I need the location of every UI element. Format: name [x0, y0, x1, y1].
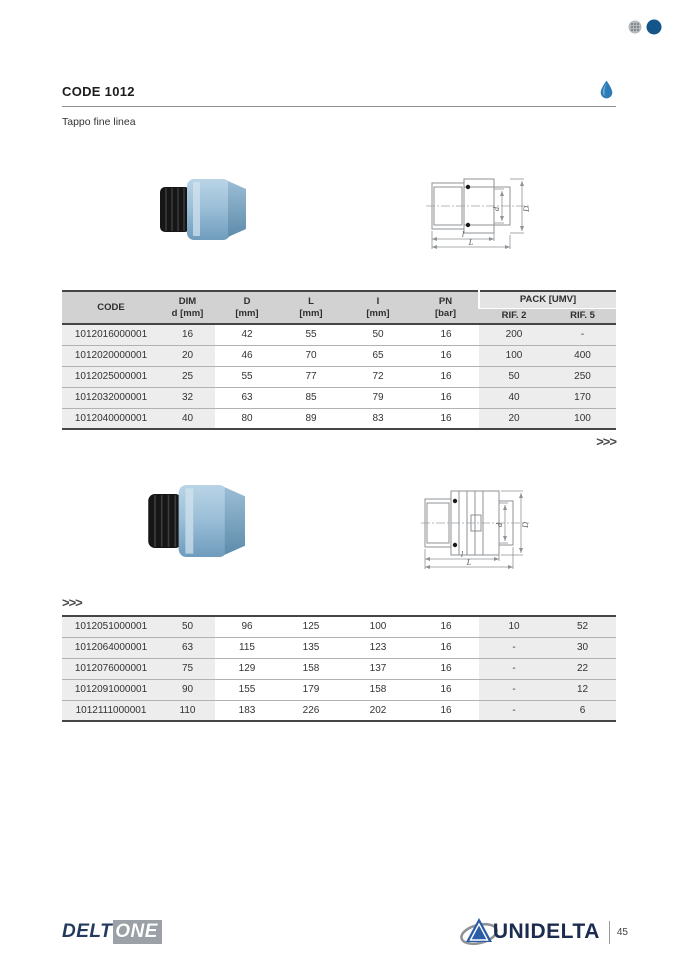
water-drop-icon	[599, 80, 614, 104]
dotted-cap-icon	[628, 20, 642, 34]
cell-code: 1012091000001	[62, 679, 160, 700]
cell-I: 65	[343, 345, 413, 366]
cell-dim: 110	[160, 700, 215, 721]
cell-PN: 16	[413, 637, 479, 658]
continuation-marker-next: >>>	[596, 434, 616, 449]
cell-I: 50	[372, 329, 384, 341]
cell-rif2: 40	[479, 387, 549, 408]
cell-D: 46	[215, 345, 279, 366]
cell-rif5: 400	[549, 345, 616, 366]
continuation-marker-prev: >>>	[62, 595, 82, 610]
cell-I: 158	[343, 679, 413, 700]
cell-D: 129	[215, 658, 279, 679]
cell-rif2: -	[479, 700, 549, 721]
cell-dim: 75	[160, 658, 215, 679]
product-header	[62, 84, 616, 128]
deltone-logo-part2: ONE	[113, 920, 162, 944]
cell-code: 1012111000001	[62, 700, 160, 721]
cell-L: 125	[302, 621, 320, 633]
cell-code: 1012020000001	[62, 345, 160, 366]
cell-PN: 16	[413, 658, 479, 679]
cell-dim: 90	[160, 679, 215, 700]
cell-code: 1012032000001	[62, 387, 160, 408]
cell-I: 83	[343, 408, 413, 429]
dim-label-L: L	[466, 558, 472, 567]
cell-code: 1012076000001	[62, 658, 160, 679]
cell-PN: 16	[413, 700, 479, 721]
cell-rif5: 250	[549, 366, 616, 387]
cell-D: 115	[215, 637, 279, 658]
col-header-rif2: RIF. 2	[479, 308, 549, 324]
col-header-rif5: RIF. 5	[549, 308, 616, 324]
technical-drawing-end-cap	[424, 167, 534, 255]
dim-label-D: D	[521, 522, 530, 528]
cell-code: 1012025000001	[62, 366, 160, 387]
cell-code: 1012064000001	[62, 637, 160, 658]
cell-rif2: -	[479, 637, 549, 658]
table-row	[62, 366, 616, 387]
cell-PN: 16	[440, 329, 452, 341]
cell-rif5: 170	[549, 387, 616, 408]
cell-D: 96	[241, 621, 253, 633]
table-row	[62, 345, 616, 366]
cell-L: 70	[279, 345, 343, 366]
table-row	[62, 408, 616, 429]
cell-D: 80	[215, 408, 279, 429]
solid-circle-icon	[646, 19, 662, 35]
cell-PN: 16	[413, 366, 479, 387]
cell-rif2: 200	[479, 324, 549, 345]
corner-icons	[628, 19, 662, 35]
cell-I: 202	[343, 700, 413, 721]
cell-rif2: 100	[479, 345, 549, 366]
cell-rif5: 6	[549, 700, 616, 721]
footer-brand-block	[459, 916, 628, 948]
header-divider	[62, 106, 616, 107]
cell-PN: 16	[440, 621, 452, 633]
cell-D: 42	[241, 329, 253, 341]
cell-PN: 16	[413, 345, 479, 366]
product-photo-end-cap-large	[146, 476, 254, 566]
deltone-logo	[62, 920, 162, 944]
cell-PN: 16	[413, 408, 479, 429]
table-row	[62, 387, 616, 408]
cell-D: 183	[215, 700, 279, 721]
technical-drawing-end-cap-large	[419, 477, 532, 574]
product-subtitle: Tappo fine linea	[62, 116, 136, 128]
cell-D: 155	[215, 679, 279, 700]
table-row	[62, 658, 616, 679]
cell-rif5: -	[549, 324, 616, 345]
cell-I: 123	[343, 637, 413, 658]
col-header-code: CODE	[62, 291, 160, 324]
cell-L: 226	[279, 700, 343, 721]
cell-rif5: 12	[549, 679, 616, 700]
col-header-PN: PN [bar]	[413, 291, 479, 324]
cell-dim: 16	[160, 324, 215, 345]
product-photo-end-cap-small	[158, 172, 254, 246]
cell-I: 100	[369, 621, 387, 633]
dim-label-d: d	[492, 207, 501, 211]
col-header-D: D [mm]	[215, 291, 279, 324]
cell-rif2: -	[479, 658, 549, 679]
cell-dim: 20	[160, 345, 215, 366]
unidelta-logo-text: UNIDELTA	[492, 920, 600, 943]
dim-label-D: D	[522, 206, 531, 212]
cell-PN: 16	[413, 387, 479, 408]
page-number: 45	[609, 921, 628, 944]
cell-rif5: 30	[549, 637, 616, 658]
cell-code: 1012051000001	[62, 616, 160, 637]
spec-table-part1	[62, 290, 616, 430]
spec-table-part2	[62, 615, 616, 722]
cell-dim: 63	[160, 637, 215, 658]
cell-dim: 50	[160, 616, 215, 637]
cell-rif5: 52	[549, 616, 616, 637]
cell-dim: 32	[160, 387, 215, 408]
page-title: CODE 1012	[62, 84, 135, 99]
cell-rif2: 50	[479, 366, 549, 387]
dim-label-d: d	[495, 523, 504, 527]
cell-L: 85	[279, 387, 343, 408]
cell-I: 72	[343, 366, 413, 387]
cell-L: 179	[279, 679, 343, 700]
cell-L: 135	[279, 637, 343, 658]
table-row	[62, 324, 616, 345]
cell-L: 89	[279, 408, 343, 429]
cell-dim: 25	[160, 366, 215, 387]
table-row	[62, 616, 616, 637]
cell-rif5: 100	[549, 408, 616, 429]
cell-PN: 16	[413, 679, 479, 700]
cell-L: 158	[279, 658, 343, 679]
cell-rif2: 20	[479, 408, 549, 429]
deltone-logo-part1: DELT	[62, 921, 113, 942]
cell-rif2: 10	[479, 616, 549, 637]
cell-I: 79	[343, 387, 413, 408]
cell-I: 137	[343, 658, 413, 679]
cell-L: 55	[305, 329, 317, 341]
table-row	[62, 700, 616, 721]
cell-L: 77	[279, 366, 343, 387]
table-row	[62, 637, 616, 658]
cell-D: 63	[215, 387, 279, 408]
dim-label-l: l	[460, 550, 464, 559]
dim-label-L: L	[468, 238, 474, 247]
cell-code: 1012040000001	[62, 408, 160, 429]
col-header-I: I [mm]	[343, 291, 413, 324]
cell-code: 1012016000001	[62, 324, 160, 345]
cell-dim: 40	[160, 408, 215, 429]
dim-label-l: l	[461, 230, 465, 239]
spec-table-header	[62, 291, 616, 324]
cell-rif2: -	[479, 679, 549, 700]
col-header-pack: PACK [UMV]	[479, 291, 616, 308]
col-header-L: L [mm]	[279, 291, 343, 324]
cell-rif5: 22	[549, 658, 616, 679]
col-header-dim: DIM d [mm]	[160, 291, 215, 324]
cell-D: 55	[215, 366, 279, 387]
table-row	[62, 679, 616, 700]
